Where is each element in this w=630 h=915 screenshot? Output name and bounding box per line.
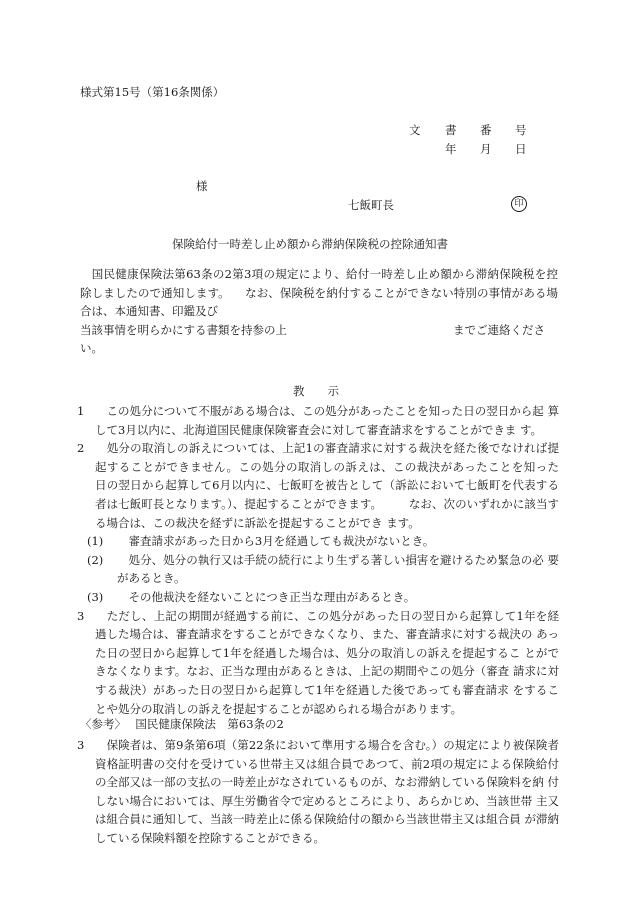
page-title: 保険給付一時差し止め額から滞納保険税の控除通知書 (172, 237, 448, 251)
reference-line: 資格証明書の交付を受けている世帯主又は組合員であつて、前2項の規定による保険給付 (95, 756, 559, 771)
instruction-item-2 (77, 439, 559, 532)
subitem-line: その他裁決を経ないことにつき正当な理由があるとき。 (117, 589, 416, 604)
date-month: 月 (480, 142, 492, 156)
body-line (80, 321, 558, 340)
item-line: ます。 (386, 515, 420, 530)
item-line: 算して3月以内に、北海道国民健康保険審査会に対して審査請求をすることができま (95, 404, 560, 437)
item-line: あった日の翌日から起算して1年を経過した場合は、処分の取消しの訴えを提起するこ (95, 627, 560, 660)
item-number: 3 (77, 608, 85, 623)
subitem-number: (3) (87, 589, 104, 604)
doc-number-char: 文 (409, 123, 421, 137)
item-line: 過した場合は、審査請求をすることができなくなり、また、審査請求に対する裁決の (95, 627, 533, 642)
reference-line: 主又は組合員に通知して、当該一時差止に係る保険給付の額から当該世帯主又は組合員 (95, 793, 560, 827)
instruction-heading: 教 示 (293, 384, 339, 398)
reference-line: の全部又は一部の支払の一時差止がなされているものが、なお滞納している保険料を納 (95, 775, 544, 790)
date-year: 年 (445, 142, 457, 156)
item-line: 請求に対する裁決）があった日の翌日から起算して1年を経過した後であっても審査請求 (95, 664, 560, 697)
body-line-part: 当該事情を明らかにする書類を持参の上 (80, 322, 287, 337)
item-number: 1 (77, 404, 85, 418)
instruction-list (77, 402, 559, 718)
form-label: 様式第15号（第16条関係） (80, 85, 225, 99)
instruction-item-1 (77, 402, 559, 439)
body-line-part: までご連絡くださ (453, 322, 545, 337)
reference-number: 3 (77, 738, 85, 752)
subitem-line: 処分、処分の執行又は手続の続行により生ずる著しい損害を避けるため緊急の必 (117, 552, 544, 567)
subitem-number: (2) (87, 552, 104, 567)
item-number: 2 (77, 441, 85, 456)
body-line: 除しましたので通知します。 (80, 285, 230, 300)
body-line: なお、保険税を納付することができない特別の事情がある場合は、本通知書、印鑑及び (80, 285, 558, 319)
reference-heading: 〈参考〉 国民健康保険法 第63条の2 (80, 717, 284, 731)
doc-number-char: 番 (480, 123, 492, 137)
item-line: ただし、上記の期間が経過する前に、この処分があった日の翌日から起算して1年を経 (95, 608, 559, 623)
item-line: なお、次のいずれかに該当する場合は、この裁決を経ずに訴訟を提起することができ (95, 496, 560, 530)
item-line: 者は七飯町長となります。）、提起することができます。 (95, 496, 383, 511)
reference-line: が滞納している保険料額を控除することができる。 (95, 812, 560, 845)
instruction-subitem-2 (77, 551, 559, 588)
body-line: い。 (80, 341, 103, 356)
seal-mark: 印 (511, 196, 527, 212)
item-line: 処分の取消しの訴えについては、上記1の審査請求に対する裁決を経た後でなければ提 (95, 441, 559, 456)
doc-number-char: 書 (445, 123, 457, 137)
item-line: 起することができません。この処分の取消しの訴えは、この裁決があったことを知った (95, 459, 559, 474)
instruction-item-3 (77, 607, 559, 719)
reference-line: 保険者は、第9条第6項（第22条において準用する場合を含む。）の規定により被保険者 (95, 738, 559, 752)
item-line: をすることや処分の取消しの訴えを提起することが認められる場合があります。 (95, 682, 559, 716)
instruction-subitem-1 (77, 532, 559, 551)
sender-name: 七飯町長 (348, 198, 394, 212)
item-line: す。 (519, 422, 543, 437)
body-text (80, 265, 558, 358)
item-line: 日の翌日から起算して6月以内に、七飯町を被告として（訴訟において七飯町を代表する (95, 478, 559, 493)
subitem-line: 要があるとき。 (117, 552, 560, 586)
reference-line: 付しない場合においては、厚生労働省令で定めるところにより、あらかじめ、当該世帯 (95, 775, 560, 808)
doc-number-char: 号 (515, 123, 527, 137)
date-day: 日 (515, 142, 527, 156)
reference-text (77, 736, 559, 848)
instruction-subitem-3 (77, 588, 559, 607)
subitem-number: (1) (87, 534, 104, 549)
item-line: この処分について不服がある場合は、この処分があったことを知った日の翌日から起 (95, 404, 544, 418)
body-line: 国民健康保険法第63条の2第3項の規定により、給付一時差し止め額から滞納保険税を控 (80, 267, 558, 281)
subitem-line: 審査請求があった日から3月を経過しても裁決がないとき。 (117, 534, 435, 549)
addressee-suffix: 様 (196, 179, 208, 193)
reference-item (77, 736, 559, 848)
item-line: とができなくなります。なお、正当な理由があるときは、上記の期間やこの処分（審査 (95, 645, 560, 679)
